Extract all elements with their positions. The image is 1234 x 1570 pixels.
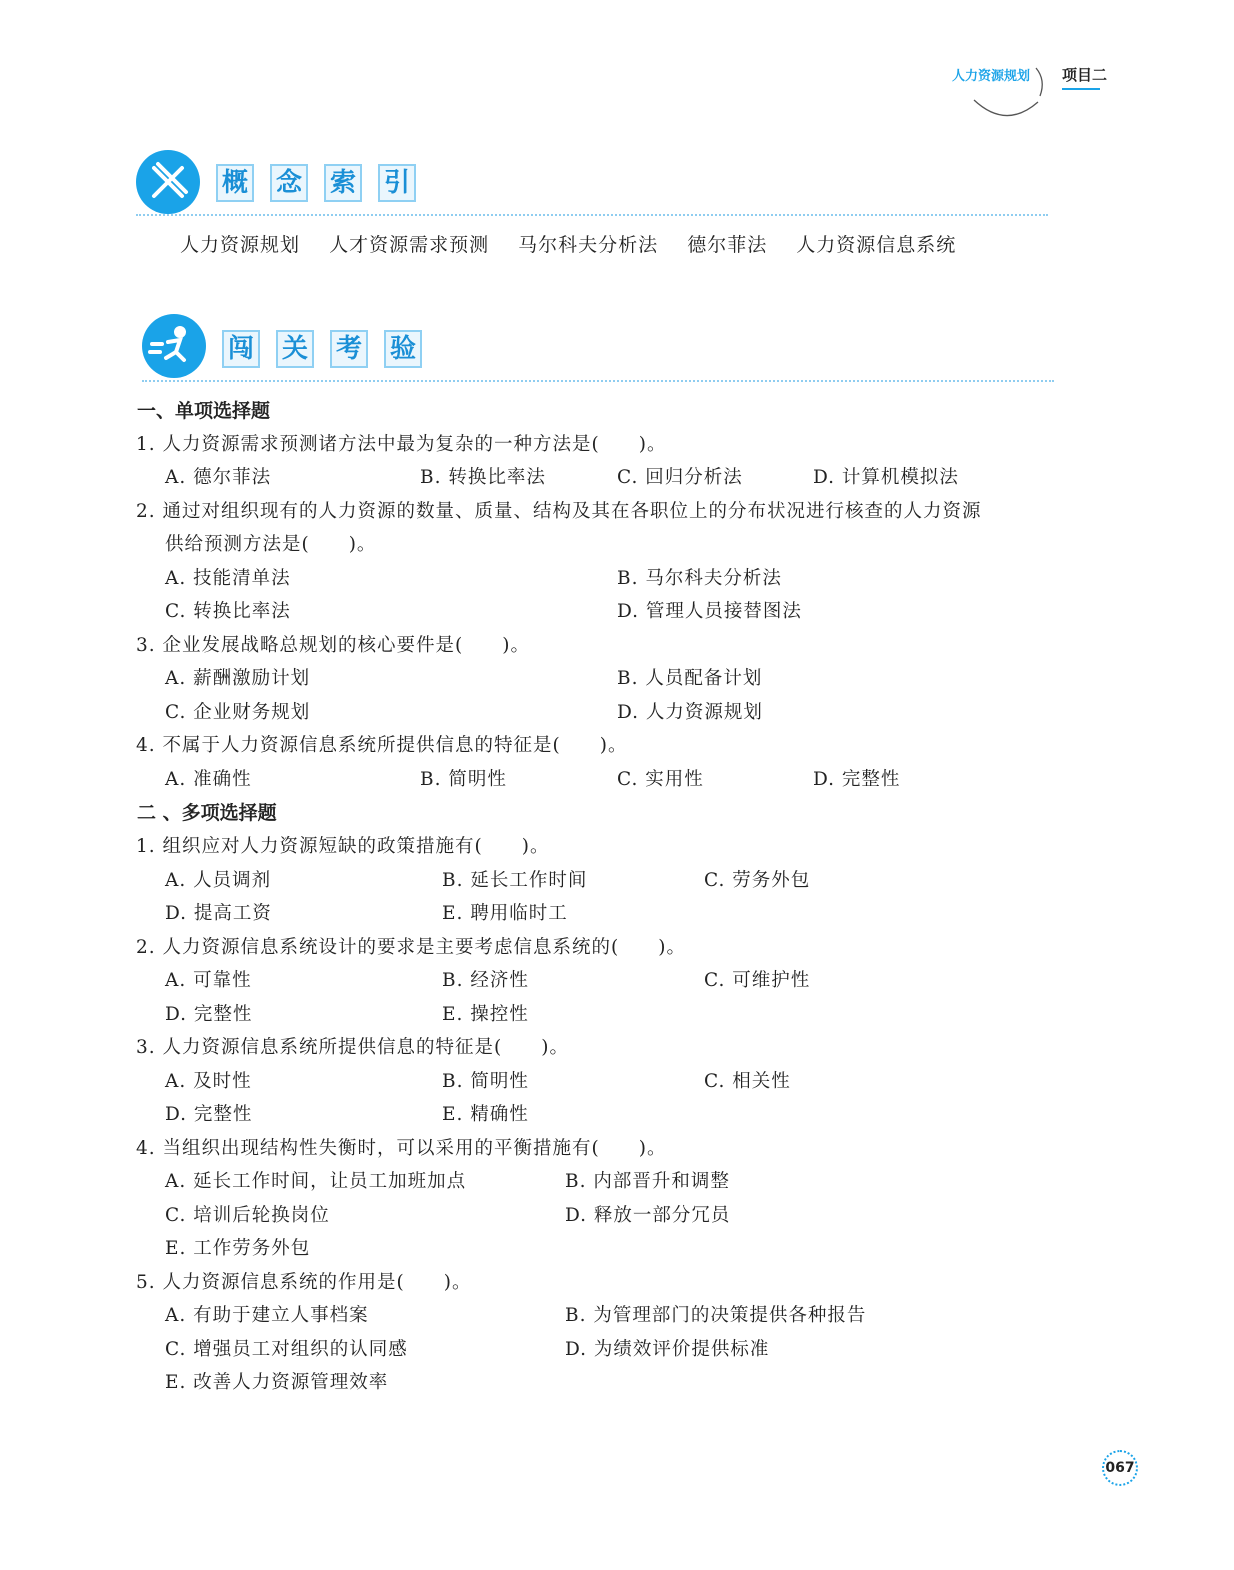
concept-title-char-4: 引 — [378, 164, 416, 202]
option-e: E. 改善人力资源管理效率 — [165, 1372, 389, 1393]
option-a: A. 技能清单法 — [165, 568, 291, 589]
header-underline — [1062, 88, 1100, 90]
concept-terms — [180, 230, 978, 257]
multi-choice-title: 二 、多项选择题 — [137, 802, 277, 824]
option-a: A. 延长工作时间，让员工加班加点 — [165, 1171, 467, 1192]
option-b: B. 简明性 — [420, 769, 507, 790]
option-e: E. 操控性 — [442, 1004, 529, 1025]
option-d: D. 完整性 — [165, 1104, 253, 1125]
question-stem: 1. 组织应对人力资源短缺的政策措施有( )。 — [136, 836, 550, 857]
option-d: D. 为绩效评价提供标准 — [565, 1339, 770, 1360]
concept-title-char-3: 索 — [324, 164, 362, 202]
option-a: A. 有助于建立人事档案 — [165, 1305, 369, 1326]
option-d: D. 释放一部分冗员 — [565, 1205, 731, 1226]
option-b: B. 延长工作时间 — [442, 870, 588, 891]
concept-index-banner — [136, 150, 436, 216]
test-title-char-1: 闯 — [222, 330, 260, 368]
option-c: C. 增强员工对组织的认同感 — [165, 1339, 408, 1360]
pencil-icon — [136, 150, 200, 214]
option-e: E. 精确性 — [442, 1104, 529, 1125]
concept-title-char-2: 念 — [270, 164, 308, 202]
option-a: A. 德尔菲法 — [165, 467, 272, 488]
question-stem: 5. 人力资源信息系统的作用是( )。 — [136, 1272, 472, 1293]
option-a: A. 人员调剂 — [165, 870, 272, 891]
option-a: A. 薪酬激励计划 — [165, 668, 311, 689]
concept-term: 人力资源信息系统 — [796, 234, 957, 256]
option-c: C. 实用性 — [617, 769, 704, 790]
option-d: D. 管理人员接替图法 — [617, 601, 802, 622]
option-a: A. 可靠性 — [165, 970, 252, 991]
option-b: B. 转换比率法 — [420, 467, 546, 488]
concept-term: 人才资源需求预测 — [329, 234, 490, 256]
option-b: B. 为管理部门的决策提供各种报告 — [565, 1305, 867, 1326]
test-divider — [142, 380, 1054, 382]
option-c: C. 可维护性 — [704, 970, 811, 991]
option-c: C. 劳务外包 — [704, 870, 811, 891]
test-banner — [142, 314, 442, 380]
test-title-char-2: 关 — [276, 330, 314, 368]
concept-term: 德尔菲法 — [687, 234, 768, 256]
header-chapter: 人力资源规划 — [952, 69, 1031, 84]
concept-title-char-1: 概 — [216, 164, 254, 202]
header-project: 项目二 — [1062, 66, 1108, 84]
single-choice-title: 一、单项选择题 — [137, 400, 271, 422]
option-d: D. 完整性 — [813, 769, 901, 790]
option-d: D. 完整性 — [165, 1004, 253, 1025]
question-stem: 3. 企业发展战略总规划的核心要件是( )。 — [136, 635, 530, 656]
option-b: B. 内部晋升和调整 — [565, 1171, 730, 1192]
option-c: C. 培训后轮换岗位 — [165, 1205, 330, 1226]
option-d: D. 计算机模拟法 — [813, 467, 959, 488]
option-a: A. 及时性 — [165, 1071, 252, 1092]
option-b: B. 马尔科夫分析法 — [617, 568, 782, 589]
concept-term: 人力资源规划 — [180, 234, 301, 256]
concept-term: 马尔科夫分析法 — [518, 234, 659, 256]
option-d: D. 人力资源规划 — [617, 702, 763, 723]
test-title-char-3: 考 — [330, 330, 368, 368]
question-stem: 4. 不属于人力资源信息系统所提供信息的特征是( )。 — [136, 735, 628, 756]
option-c: C. 企业财务规划 — [165, 702, 311, 723]
option-b: B. 人员配备计划 — [617, 668, 763, 689]
question-stem: 3. 人力资源信息系统所提供信息的特征是( )。 — [136, 1037, 569, 1058]
option-d: D. 提高工资 — [165, 903, 272, 924]
question-stem: 4. 当组织出现结构性失衡时，可以采用的平衡措施有( )。 — [136, 1138, 667, 1159]
header-arc-decoration — [966, 60, 1066, 120]
option-c: C. 转换比率法 — [165, 601, 291, 622]
option-e: E. 聘用临时工 — [442, 903, 568, 924]
question-stem-continued: 供给预测方法是( )。 — [165, 534, 377, 555]
question-stem: 2. 通过对组织现有的人力资源的数量、质量、结构及其在各职位上的分布状况进行核查的人力资源 — [136, 501, 982, 522]
option-a: A. 准确性 — [165, 769, 252, 790]
option-c: C. 回归分析法 — [617, 467, 743, 488]
question-stem: 1. 人力资源需求预测诸方法中最为复杂的一种方法是( )。 — [136, 434, 667, 455]
test-title-char-4: 验 — [384, 330, 422, 368]
option-b: B. 简明性 — [442, 1071, 529, 1092]
question-stem: 2. 人力资源信息系统设计的要求是主要考虑信息系统的( )。 — [136, 937, 686, 958]
option-c: C. 相关性 — [704, 1071, 791, 1092]
option-e: E. 工作劳务外包 — [165, 1238, 311, 1259]
page-number: 067 — [1102, 1450, 1138, 1486]
option-b: B. 经济性 — [442, 970, 529, 991]
concept-divider — [136, 214, 1048, 216]
runner-icon — [142, 314, 206, 378]
